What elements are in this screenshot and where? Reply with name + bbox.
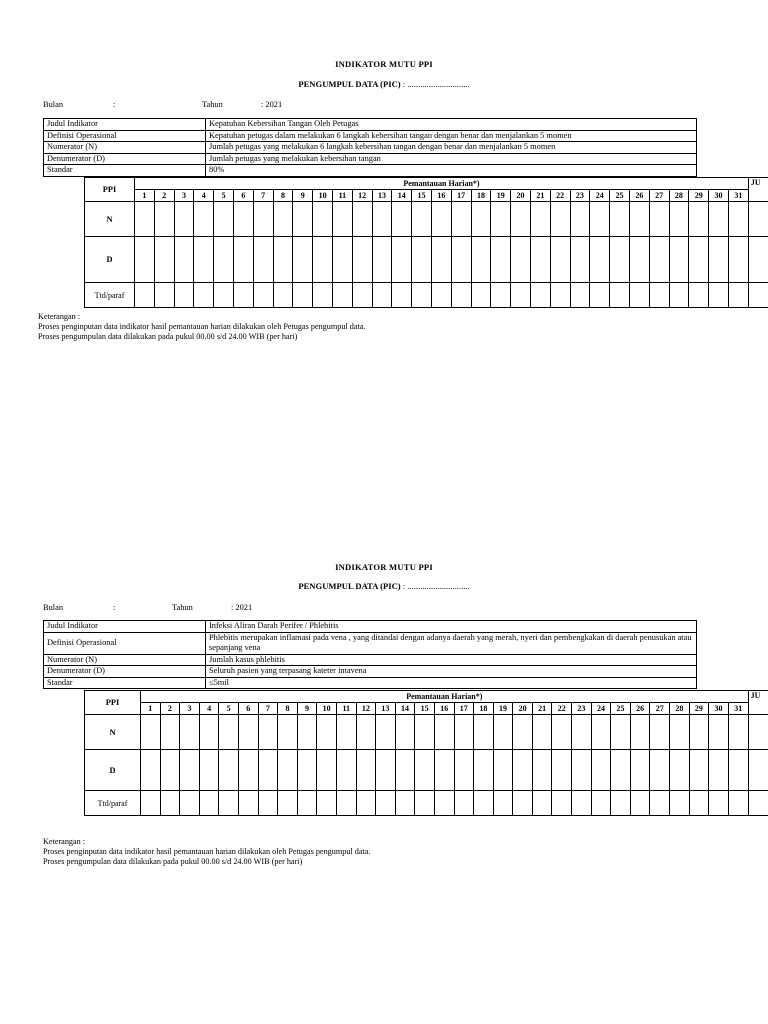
day-entry-cell[interactable]: [728, 715, 748, 750]
grid-data-row: [85, 750, 768, 791]
day-number: 21: [532, 703, 552, 715]
grid-data-row: [85, 791, 768, 816]
day-entry-cell[interactable]: [552, 791, 572, 816]
day-entry-cell[interactable]: [180, 750, 200, 791]
day-number: 17: [454, 703, 474, 715]
day-number: 11: [336, 703, 356, 715]
day-entry-cell[interactable]: [650, 750, 670, 791]
notes-block: [43, 837, 370, 867]
day-entry-cell[interactable]: [493, 791, 513, 816]
info-label: Standar: [44, 165, 206, 177]
day-entry-cell[interactable]: [434, 791, 454, 816]
day-number: 25: [610, 190, 630, 202]
day-number: 30: [709, 703, 729, 715]
info-label: Judul Indikator: [44, 119, 206, 131]
day-number: 6: [233, 190, 253, 202]
total-cell[interactable]: [748, 715, 768, 750]
day-entry-cell[interactable]: [670, 791, 690, 816]
day-number: 9: [293, 190, 313, 202]
grid-data-row: [85, 715, 768, 750]
day-entry-cell[interactable]: [278, 791, 298, 816]
day-entry-cell[interactable]: [591, 791, 611, 816]
day-number: 7: [253, 190, 273, 202]
day-number: 14: [395, 703, 415, 715]
day-entry-cell[interactable]: [728, 791, 748, 816]
pic-line: [0, 581, 768, 591]
monitoring-table: [84, 690, 768, 816]
day-entry-cell[interactable]: [611, 715, 631, 750]
day-number: 16: [431, 190, 451, 202]
pemantauan-header: Pemantauan Harian*): [141, 691, 749, 703]
pic-label: PENGUMPUL DATA (PIC): [298, 581, 401, 591]
day-entry-cell[interactable]: [689, 791, 709, 816]
day-number: 4: [199, 703, 219, 715]
day-number: 19: [493, 703, 513, 715]
day-entry-cell[interactable]: [454, 715, 474, 750]
day-entry-cell[interactable]: [238, 715, 258, 750]
day-entry-cell[interactable]: [689, 715, 709, 750]
day-entry-cell[interactable]: [395, 791, 415, 816]
day-entry-cell[interactable]: [376, 791, 396, 816]
day-entry-cell[interactable]: [258, 791, 278, 816]
info-label: Numerator (N): [44, 142, 206, 154]
info-row: [44, 654, 697, 666]
day-number: 24: [591, 703, 611, 715]
info-value: ≤5mil: [206, 677, 697, 689]
info-value: 80%: [206, 165, 697, 177]
day-entry-cell[interactable]: [141, 791, 161, 816]
day-entry-cell[interactable]: [258, 715, 278, 750]
day-number: 12: [352, 190, 372, 202]
day-number: 29: [689, 190, 709, 202]
day-number: 3: [174, 190, 194, 202]
info-value: Seluruh pasien yang terpasang kateter intavena: [206, 666, 697, 678]
info-value: Kepatuhan Kebersihan Tangan Oleh Petugas: [206, 119, 697, 131]
day-entry-cell[interactable]: [395, 715, 415, 750]
notes-line: Proses pengumpulan data dilakukan pada pukul 00.00 s/d 24.00 WIB (per hari): [38, 332, 298, 341]
day-entry-cell[interactable]: [219, 791, 239, 816]
row-label: N: [85, 202, 135, 237]
day-entry-cell[interactable]: [160, 750, 180, 791]
day-entry-cell[interactable]: [395, 750, 415, 791]
day-entry-cell[interactable]: [356, 715, 376, 750]
day-entry-cell[interactable]: [297, 791, 317, 816]
indicator-info-table: [43, 620, 697, 689]
ppi-header: PPI: [85, 178, 135, 202]
grid-days-row: [85, 703, 768, 715]
info-label: Standar: [44, 677, 206, 689]
day-entry-cell[interactable]: [572, 791, 592, 816]
day-entry-cell[interactable]: [572, 715, 592, 750]
day-entry-cell[interactable]: [376, 750, 396, 791]
day-entry-cell[interactable]: [336, 715, 356, 750]
form-title: INDIKATOR MUTU PPI: [335, 59, 433, 69]
day-number: 18: [474, 703, 494, 715]
day-entry-cell[interactable]: [591, 715, 611, 750]
day-entry-cell[interactable]: [728, 750, 748, 791]
jumlah-header: JU: [748, 691, 768, 715]
day-number: 7: [258, 703, 278, 715]
total-cell[interactable]: [748, 750, 768, 791]
day-number: 20: [511, 190, 531, 202]
notes-line: Proses penginputan data indikator hasil pemantauan harian dilakukan oleh Petugas pengumpul data.: [43, 847, 371, 856]
day-number: 25: [611, 703, 631, 715]
day-entry-cell[interactable]: [532, 750, 552, 791]
row-label: D: [85, 237, 135, 283]
info-label: Denumerator (D): [44, 666, 206, 678]
info-label: Judul Indikator: [44, 621, 206, 633]
day-entry-cell[interactable]: [415, 791, 435, 816]
notes-line: Proses penginputan data indikator hasil pemantauan harian dilakukan oleh Petugas pengumpul data.: [38, 322, 366, 331]
day-number: 22: [552, 703, 572, 715]
day-entry-cell[interactable]: [258, 750, 278, 791]
day-entry-cell[interactable]: [297, 750, 317, 791]
bulan-label: Bulan: [43, 100, 64, 109]
day-number: 26: [630, 703, 650, 715]
day-entry-cell[interactable]: [709, 791, 729, 816]
pic-label: PENGUMPUL DATA (PIC): [298, 79, 401, 89]
jumlah-header: JU: [748, 178, 768, 202]
day-number: 15: [412, 190, 432, 202]
tahun-value: : 2021: [261, 100, 283, 109]
day-number: 16: [434, 703, 454, 715]
day-entry-cell[interactable]: [591, 750, 611, 791]
bulan-separator[interactable]: :: [113, 100, 116, 109]
total-cell[interactable]: [748, 791, 768, 816]
day-entry-cell[interactable]: [454, 791, 474, 816]
day-number: 6: [238, 703, 258, 715]
day-number: 2: [160, 703, 180, 715]
day-entry-cell[interactable]: [160, 715, 180, 750]
info-row: [44, 677, 697, 689]
day-entry-cell[interactable]: [434, 750, 454, 791]
day-number: 11: [332, 190, 352, 202]
day-entry-cell[interactable]: [650, 715, 670, 750]
day-entry-cell[interactable]: [513, 750, 533, 791]
day-entry-cell[interactable]: [474, 791, 494, 816]
notes-heading: Keterangan :: [43, 837, 86, 846]
row-label: Ttd/paraf: [85, 791, 141, 816]
day-entry-cell[interactable]: [630, 750, 650, 791]
info-value: Phlebitis merupakan inflamasi pada vena , yang ditandai dengan adanya daerah yang merah, nyeri dan pembengkakan di daerah penusukan atau sepanjang vena: [206, 632, 697, 654]
day-number: 14: [392, 190, 412, 202]
info-label: Denumerator (D): [44, 153, 206, 165]
bulan-label: Bulan: [43, 603, 64, 612]
day-number: 17: [451, 190, 471, 202]
day-number: 9: [297, 703, 317, 715]
day-entry-cell[interactable]: [297, 715, 317, 750]
day-number: 21: [530, 190, 550, 202]
day-entry-cell[interactable]: [532, 715, 552, 750]
day-number: 30: [709, 190, 729, 202]
info-label: Definisi Operasional: [44, 130, 206, 142]
day-number: 22: [550, 190, 570, 202]
day-number: 24: [590, 190, 610, 202]
day-entry-cell[interactable]: [493, 715, 513, 750]
day-entry-cell[interactable]: [709, 750, 729, 791]
day-number: 31: [728, 190, 748, 202]
day-entry-cell[interactable]: [336, 791, 356, 816]
day-entry-cell[interactable]: [160, 791, 180, 816]
day-number: 27: [649, 190, 669, 202]
day-number: 4: [194, 190, 214, 202]
day-entry-cell[interactable]: [552, 715, 572, 750]
day-entry-cell[interactable]: [415, 715, 435, 750]
day-entry-cell[interactable]: [238, 791, 258, 816]
tahun-label: Tahun: [202, 100, 223, 109]
day-number: 28: [670, 703, 690, 715]
day-number: 18: [471, 190, 491, 202]
bulan-separator[interactable]: :: [113, 603, 116, 612]
day-number: 2: [154, 190, 174, 202]
day-entry-cell[interactable]: [278, 750, 298, 791]
day-number: 31: [728, 703, 748, 715]
info-value: Jumlah petugas yang melakukan kebersihan tangan: [206, 153, 697, 165]
row-label: D: [85, 750, 141, 791]
row-label: N: [85, 715, 141, 750]
form-title: INDIKATOR MUTU PPI: [335, 562, 433, 572]
day-entry-cell[interactable]: [180, 791, 200, 816]
day-entry-cell[interactable]: [454, 750, 474, 791]
day-entry-cell[interactable]: [356, 791, 376, 816]
day-entry-cell[interactable]: [317, 791, 337, 816]
day-entry-cell[interactable]: [219, 750, 239, 791]
day-entry-cell[interactable]: [689, 750, 709, 791]
day-entry-cell[interactable]: [474, 750, 494, 791]
day-entry-cell[interactable]: [199, 715, 219, 750]
day-number: 29: [689, 703, 709, 715]
info-row: [44, 621, 697, 633]
day-number: 19: [491, 190, 511, 202]
day-entry-cell[interactable]: [650, 791, 670, 816]
day-entry-cell[interactable]: [317, 750, 337, 791]
grid-header-row: [85, 691, 768, 703]
info-label: Numerator (N): [44, 654, 206, 666]
day-number: 3: [180, 703, 200, 715]
day-number: 13: [376, 703, 396, 715]
day-number: 12: [356, 703, 376, 715]
day-entry-cell[interactable]: [336, 750, 356, 791]
day-entry-cell[interactable]: [434, 715, 454, 750]
day-entry-cell[interactable]: [317, 715, 337, 750]
day-entry-cell[interactable]: [238, 750, 258, 791]
pic-value[interactable]: : .............................: [400, 79, 470, 89]
day-number: 20: [513, 703, 533, 715]
day-number: 10: [313, 190, 333, 202]
day-entry-cell[interactable]: [493, 750, 513, 791]
tahun-label: Tahun: [172, 603, 193, 612]
day-number: 27: [650, 703, 670, 715]
info-value: Jumlah petugas yang melakukan 6 langkah kebersihan tangan dengan benar dan menjalankan 5 momen: [206, 142, 697, 154]
info-value: Infeksi Aliran Darah Perifer / Phlebitis: [206, 621, 697, 633]
day-entry-cell[interactable]: [278, 715, 298, 750]
day-entry-cell[interactable]: [532, 791, 552, 816]
day-entry-cell[interactable]: [572, 750, 592, 791]
day-number: 5: [219, 703, 239, 715]
day-number: 1: [135, 190, 155, 202]
pemantauan-header: Pemantauan Harian*): [135, 178, 749, 190]
info-value: Kepatuhan petugas dalam melakukan 6 langkah kebersihan tangan dengan benar dan menjalankan 5 momen: [206, 130, 697, 142]
day-number: 15: [415, 703, 435, 715]
day-entry-cell[interactable]: [141, 750, 161, 791]
day-entry-cell[interactable]: [180, 715, 200, 750]
day-entry-cell[interactable]: [670, 715, 690, 750]
info-row: [44, 632, 697, 654]
day-number: 26: [629, 190, 649, 202]
day-number: 28: [669, 190, 689, 202]
day-entry-cell[interactable]: [474, 715, 494, 750]
day-number: 23: [572, 703, 592, 715]
day-entry-cell[interactable]: [513, 715, 533, 750]
day-entry-cell[interactable]: [415, 750, 435, 791]
day-number: 10: [317, 703, 337, 715]
day-entry-cell[interactable]: [376, 715, 396, 750]
day-number: 8: [273, 190, 293, 202]
info-row: [44, 666, 697, 678]
notes-line: Proses pengumpulan data dilakukan pada pukul 00.00 s/d 24.00 WIB (per hari): [43, 857, 303, 866]
day-entry-cell[interactable]: [552, 750, 572, 791]
day-number: 23: [570, 190, 590, 202]
day-entry-cell[interactable]: [513, 791, 533, 816]
day-number: 5: [214, 190, 234, 202]
day-entry-cell[interactable]: [611, 791, 631, 816]
day-entry-cell[interactable]: [709, 715, 729, 750]
ppi-header: PPI: [85, 691, 141, 715]
pic-value[interactable]: : .............................: [400, 581, 470, 591]
day-entry-cell[interactable]: [219, 715, 239, 750]
info-value: Jumlah kasus phlebitis: [206, 654, 697, 666]
day-number: 13: [372, 190, 392, 202]
day-entry-cell[interactable]: [356, 750, 376, 791]
day-entry-cell[interactable]: [611, 750, 631, 791]
day-number: 1: [141, 703, 161, 715]
day-entry-cell[interactable]: [630, 715, 650, 750]
day-entry-cell[interactable]: [141, 715, 161, 750]
tahun-value: : 2021: [231, 603, 253, 612]
day-entry-cell[interactable]: [630, 791, 650, 816]
notes-heading: Keterangan :: [38, 312, 81, 321]
day-entry-cell[interactable]: [670, 750, 690, 791]
day-entry-cell[interactable]: [199, 750, 219, 791]
day-entry-cell[interactable]: [199, 791, 219, 816]
row-label: Ttd/paraf: [85, 283, 135, 308]
day-number: 8: [278, 703, 298, 715]
daily-monitoring-grid: [84, 690, 768, 816]
info-label: Definisi Operasional: [44, 632, 206, 654]
